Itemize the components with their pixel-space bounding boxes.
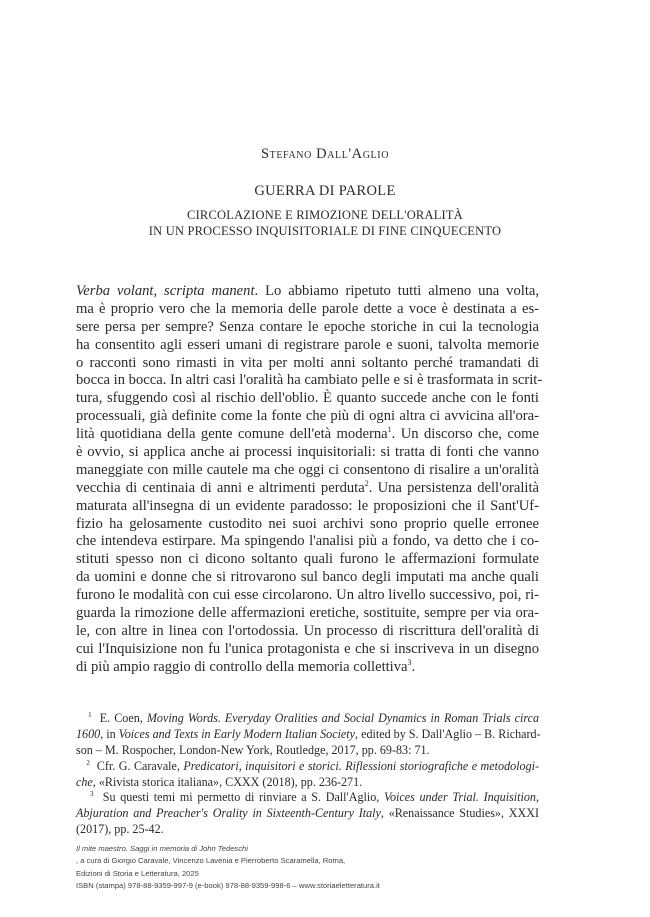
footnote-mark: 2 xyxy=(86,758,90,767)
body-line: è ovvio, si applica anche ai processi inquisitoriali: si tratta di fonti che vanno xyxy=(76,444,539,461)
body-line: furono le modalità con cui esse circolarono. Un altro livello successivo, poi, ri- xyxy=(76,587,539,604)
body-line: Verba volant, scripta manent. Lo abbiamo ripetuto tutti almeno una volta, xyxy=(76,283,539,299)
body-line: processuali, già definite come la fonte che più di ogni altra ci avvicina all'ora- xyxy=(76,408,539,425)
footnote-1-line: 1600, in Voices and Texts in Early Modern Italian Society, edited by S. Dall'Aglio – B. Richard- xyxy=(76,726,541,741)
body-line: vecchia di centinaia di anni e altrimenti perduta$^2$. Una persistenza dell'oralità xyxy=(76,478,539,496)
colophon-line-1: Il mite maestro. Saggi in memoria di John Tedeschi , a cura di Giorgio Caravale, Vincenzo Lavenia e Pierroberto Scaramella, Roma, xyxy=(76,844,346,866)
footnote-mark: 3 xyxy=(89,790,94,799)
latin-motto: Verba volant, scripta manent xyxy=(76,283,255,299)
footnote-3: $^3$ Su questi temi mi permetto di rinviare a S. Dall'Aglio, Voices under Trial. Inquisition, xyxy=(89,790,539,805)
body-line: fizio ha gelosamente custodito nei suoi archivi sono proprio quelle erronee xyxy=(76,515,539,532)
colophon-isbn: ISBN (stampa) 978-88-9359-997-9 (e-book) 978-88-9359-998-6 – www.storiaeletteratura.it xyxy=(76,881,380,891)
footnote-3-line: (2017), pp. 25-42. xyxy=(76,822,164,837)
body-line: da uomini e donne che si ritrovarono sul banco degli imputati ma anche quali xyxy=(76,569,539,586)
body-line: cui l'Inquisizione non fu l'unica protagonista e che si inscriveva in un disegno xyxy=(76,640,539,657)
chapter-title: GUERRA DI PAROLE xyxy=(254,183,396,199)
body-line: sere persa per sempre? Senza contare le epoche storiche in cui la tecnologia xyxy=(76,318,539,335)
body-line: bocca in bocca. In altri casi l'oralità ha cambiato pelle e si è trasformata in scrit- xyxy=(76,372,543,389)
body-line: tura, sfuggendo così al rischio dell'oblio. È quanto succede anche con le fonti xyxy=(76,390,539,407)
body-line: stituti spesso non ci dicono soltanto quali furono le affermazioni formulate xyxy=(76,551,539,568)
footnote-1: $^1$ E. Coen, Moving Words. Everyday Oralities and Social Dynamics in Roman Trials circa xyxy=(88,710,540,725)
footnote-mark: 1 xyxy=(88,710,92,719)
footnote-2: $^2$ Cfr. G. Caravale, Predicatori, inquisitori e storici. Riflessioni storiografiche e metodologi- xyxy=(86,758,539,773)
body-line: di più ampio raggio di controllo della memoria collettiva$^3$. xyxy=(76,657,416,675)
body-line: maturata all'insegna di un evidente paradosso: le proposizioni che il Sant'Uf- xyxy=(76,497,539,514)
body-line: guarda la rimozione delle affermazioni eretiche, sostituite, sempre per via ora- xyxy=(76,605,539,622)
body-line: o racconti sono rimasti in vita per molti anni soltanto perché tramandati di xyxy=(76,354,539,371)
colophon xyxy=(76,843,556,893)
colophon-line-2: Edizioni di Storia e Letteratura, 2025 xyxy=(76,868,199,878)
footnote-ref-3[interactable]: 3 xyxy=(407,657,412,667)
body-line: che intendeva estirpare. Ma spingendo l'analisi più a fondo, va detto che i co- xyxy=(76,533,539,550)
subtitle-line-1: CIRCOLAZIONE E RIMOZIONE DELL'ORALITÀ xyxy=(187,208,463,222)
body-line: ma è proprio vero che la memoria delle parole dette a voce è destinata a es- xyxy=(76,300,539,317)
footnote-ref-1[interactable]: 1 xyxy=(387,425,392,435)
footnote-3-line: Abjuration and Preacher's Orality in Sixteenth-Century Italy, «Renaissance Studies», XXXI xyxy=(76,806,539,821)
footnote-2-line: che, «Rivista storica italiana», CXXX (2018), pp. 236-271. xyxy=(76,774,363,789)
body-line: le, con altre in linea con l'ortodossia. Un processo di riscrittura dell'oralità di xyxy=(76,622,539,639)
body-line: maneggiate con mille cautele ma che oggi ci consentono di risalire a un'oralità xyxy=(76,461,539,478)
chapter-subtitle xyxy=(0,208,650,239)
body-line: ha consentito agli esseri umani di registrare parole e suoni, talvolta memorie xyxy=(76,336,539,353)
author-name: Stefano Dall'Aglio xyxy=(260,146,390,162)
subtitle-line-2: IN UN PROCESSO INQUISITORIALE DI FINE CINQUECENTO xyxy=(148,223,502,238)
footnote-ref-2[interactable]: 2 xyxy=(364,478,369,488)
footnote-1-line: son – M. Rospocher, London-New York, Routledge, 2017, pp. 69-83: 71. xyxy=(76,742,430,757)
body-line: lità quotidiana della gente comune dell'età moderna$^1$. Un discorso che, come xyxy=(76,425,539,443)
footnotes xyxy=(76,711,539,838)
body-text xyxy=(76,283,543,677)
